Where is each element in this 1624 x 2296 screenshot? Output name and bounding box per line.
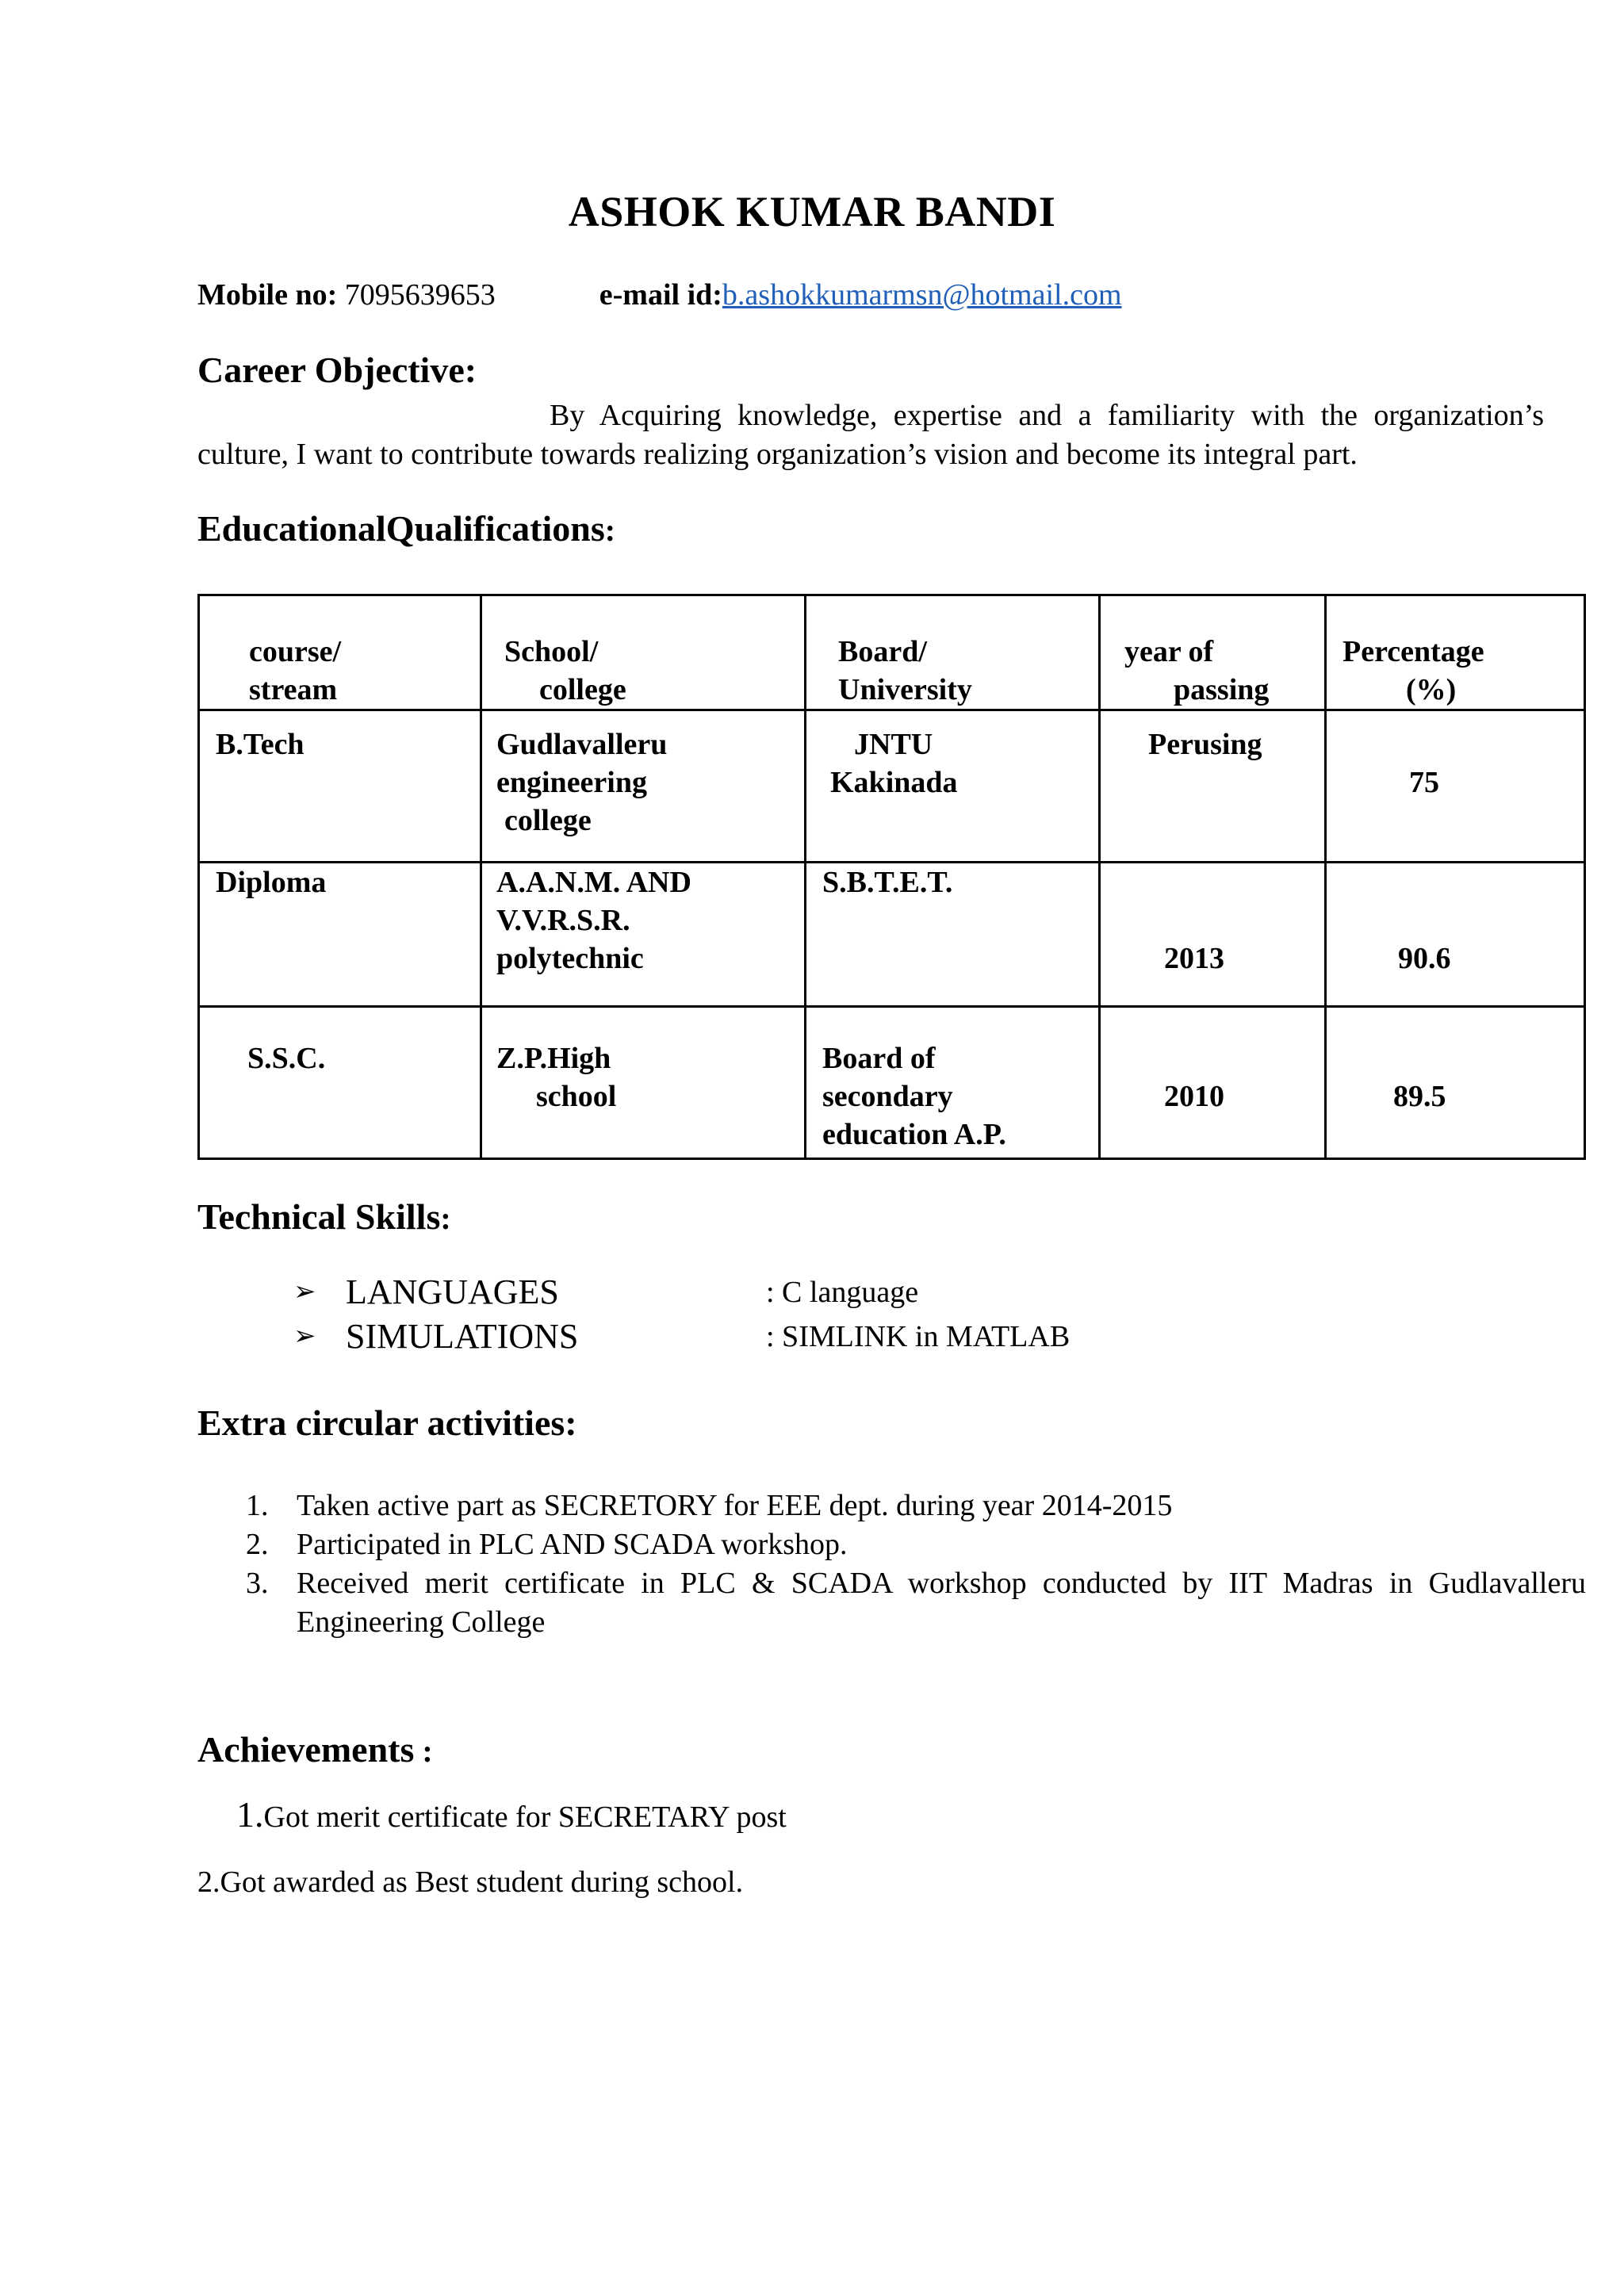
education-table (197, 594, 1586, 1160)
header-cell-course (199, 595, 481, 710)
cell-year (1100, 863, 1326, 1007)
item-text: Got awarded as Best student during school. (220, 1866, 744, 1899)
education-heading-colon: : (604, 512, 616, 548)
extra-activities-heading: Extra circular activities: (197, 1402, 577, 1443)
year-text: Perusing (1148, 728, 1262, 761)
header-line: Percentage (1342, 635, 1484, 668)
school-line: Z.P.High (496, 1042, 611, 1075)
course-text: Diploma (216, 866, 327, 899)
item-number: 3. (246, 1567, 269, 1600)
table-row (199, 863, 1585, 1007)
item-text: Got merit certificate for SECRETARY post (263, 1800, 787, 1834)
item-text: Participated in PLC AND SCADA workshop. (297, 1528, 848, 1561)
cell-percentage (1326, 710, 1585, 863)
list-item (246, 1487, 1586, 1525)
school-line: V.V.R.S.R. (496, 904, 630, 937)
cell-board (806, 710, 1100, 863)
course-text: B.Tech (216, 728, 304, 761)
cell-board (806, 1007, 1100, 1159)
board-line: Board of (822, 1042, 936, 1075)
board-line: Kakinada (830, 766, 958, 799)
percentage-text: 89.5 (1393, 1080, 1446, 1113)
header-cell-percentage (1326, 595, 1585, 710)
cell-school (481, 1007, 806, 1159)
table-header-row (199, 595, 1585, 710)
table-row (199, 710, 1585, 863)
percentage-text: 75 (1409, 766, 1439, 799)
board-line: education A.P. (822, 1118, 1006, 1151)
list-item (246, 1564, 1586, 1642)
education-heading (197, 507, 615, 549)
school-line: engineering (496, 766, 647, 799)
header-line: (%) (1406, 673, 1457, 706)
table-row (199, 1007, 1585, 1159)
skill-name: SIMULATIONS (346, 1317, 579, 1356)
header-line: college (539, 673, 626, 706)
board-line: S.B.T.E.T. (822, 866, 953, 899)
achievements-heading (197, 1728, 433, 1770)
skill-value: : SIMLINK in MATLAB (766, 1320, 1071, 1353)
cell-course (199, 1007, 481, 1159)
email-label: e-mail id: (599, 278, 722, 312)
header-line: stream (249, 673, 338, 706)
skills-heading-colon: : (440, 1200, 451, 1236)
cell-percentage (1326, 1007, 1585, 1159)
mobile-number: 7095639653 (344, 278, 496, 312)
mobile-label: Mobile no: (197, 278, 338, 312)
header-line: passing (1174, 673, 1270, 706)
arrow-bullet-icon: ➢ (293, 1277, 316, 1307)
board-line: secondary (822, 1080, 953, 1113)
header-cell-school (481, 595, 806, 710)
achievements-heading-colon: : (414, 1733, 433, 1769)
career-objective-heading: Career Objective: (197, 350, 477, 390)
cell-percentage (1326, 863, 1585, 1007)
cell-course (199, 710, 481, 863)
percentage-text: 90.6 (1398, 942, 1451, 975)
school-line: A.A.N.M. AND (496, 866, 691, 899)
header-line: University (838, 673, 972, 706)
contact-line (197, 277, 1122, 312)
achievement-item (197, 1865, 743, 1900)
item-text: Taken active part as SECRETORY for EEE dept. during year 2014-2015 (297, 1489, 1173, 1522)
school-line: college (504, 804, 592, 837)
skills-heading (197, 1196, 451, 1238)
cell-year (1100, 710, 1326, 863)
email-link[interactable]: b.ashokkumarmsn@hotmail.com (722, 278, 1122, 312)
year-text: 2013 (1164, 942, 1224, 975)
school-line: polytechnic (496, 942, 644, 975)
skills-heading-text: Technical Skills (197, 1196, 441, 1237)
cell-school (481, 710, 806, 863)
cell-course (199, 863, 481, 1007)
arrow-bullet-icon: ➢ (293, 1322, 316, 1351)
cell-board (806, 863, 1100, 1007)
skill-value: : C language (766, 1276, 919, 1309)
year-text: 2010 (1164, 1080, 1224, 1113)
header-line: course/ (249, 635, 342, 668)
extra-activities-list (246, 1487, 1586, 1642)
achievements-heading-text: Achievements (197, 1729, 415, 1770)
skill-name: LANGUAGES (346, 1272, 559, 1311)
education-heading-text: EducationalQualifications (197, 508, 605, 549)
board-line: JNTU (854, 728, 933, 761)
cell-school (481, 863, 806, 1007)
cell-year (1100, 1007, 1326, 1159)
list-item (246, 1525, 1586, 1564)
header-cell-year (1100, 595, 1326, 710)
header-line: year of (1124, 635, 1214, 668)
item-number: 1. (236, 1794, 264, 1835)
header-line: School/ (504, 635, 599, 668)
item-number: 2. (197, 1866, 220, 1899)
candidate-name: ASHOK KUMAR BANDI (568, 188, 1056, 235)
item-text: Received merit certificate in PLC & SCADA workshop conducted by IIT Madras in Gudlavalleru Engineering College (297, 1567, 1586, 1639)
header-line: Board/ (838, 635, 927, 668)
item-number: 1. (246, 1489, 269, 1522)
item-number: 2. (246, 1528, 269, 1561)
school-line: Gudlavalleru (496, 728, 668, 761)
course-text: S.S.C. (247, 1042, 326, 1075)
school-line: school (536, 1080, 617, 1113)
achievement-item (236, 1793, 787, 1835)
career-objective-text: By Acquiring knowledge, expertise and a familiarity with the organization’s culture, I want to contribute towards realizing organization’s vision and become its integral part. (197, 399, 1544, 471)
header-cell-board (806, 595, 1100, 710)
